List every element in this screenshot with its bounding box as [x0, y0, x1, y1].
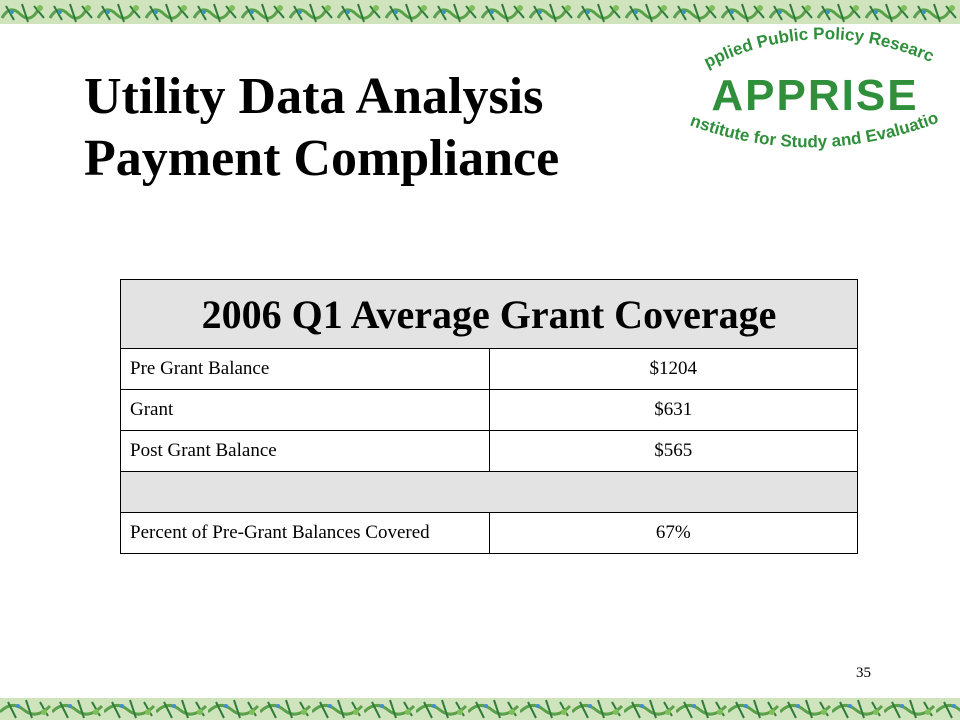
title-line-1: Utility Data Analysis [84, 68, 544, 125]
spacer-cell [121, 472, 858, 513]
slide-title [84, 66, 559, 190]
page-number: 35 [856, 665, 871, 681]
decorative-bottom-border [0, 698, 960, 720]
apprise-logo [680, 26, 950, 186]
table-row [121, 431, 858, 472]
row-value: $631 [489, 390, 858, 431]
row-label: Pre Grant Balance [121, 349, 490, 390]
row-value: 67% [489, 513, 858, 554]
row-label: Grant [121, 390, 490, 431]
table-row [121, 349, 858, 390]
row-value: $1204 [489, 349, 858, 390]
table-header: 2006 Q1 Average Grant Coverage [121, 280, 858, 349]
row-label: Percent of Pre-Grant Balances Covered [121, 513, 490, 554]
row-value: $565 [489, 431, 858, 472]
table-header-row [121, 280, 858, 349]
decorative-top-border [0, 0, 960, 24]
table-spacer-row [121, 472, 858, 513]
logo-bottom-arc-text: nstitute for Study and Evaluatio [687, 107, 941, 152]
title-line-2: Payment Compliance [84, 130, 560, 187]
table-row [121, 513, 858, 554]
logo-name: APPRISE [711, 71, 919, 120]
table-row [121, 390, 858, 431]
logo-top-arc-text: pplied Public Policy Researc [700, 26, 937, 72]
grant-coverage-table [120, 279, 858, 554]
row-label: Post Grant Balance [121, 431, 490, 472]
